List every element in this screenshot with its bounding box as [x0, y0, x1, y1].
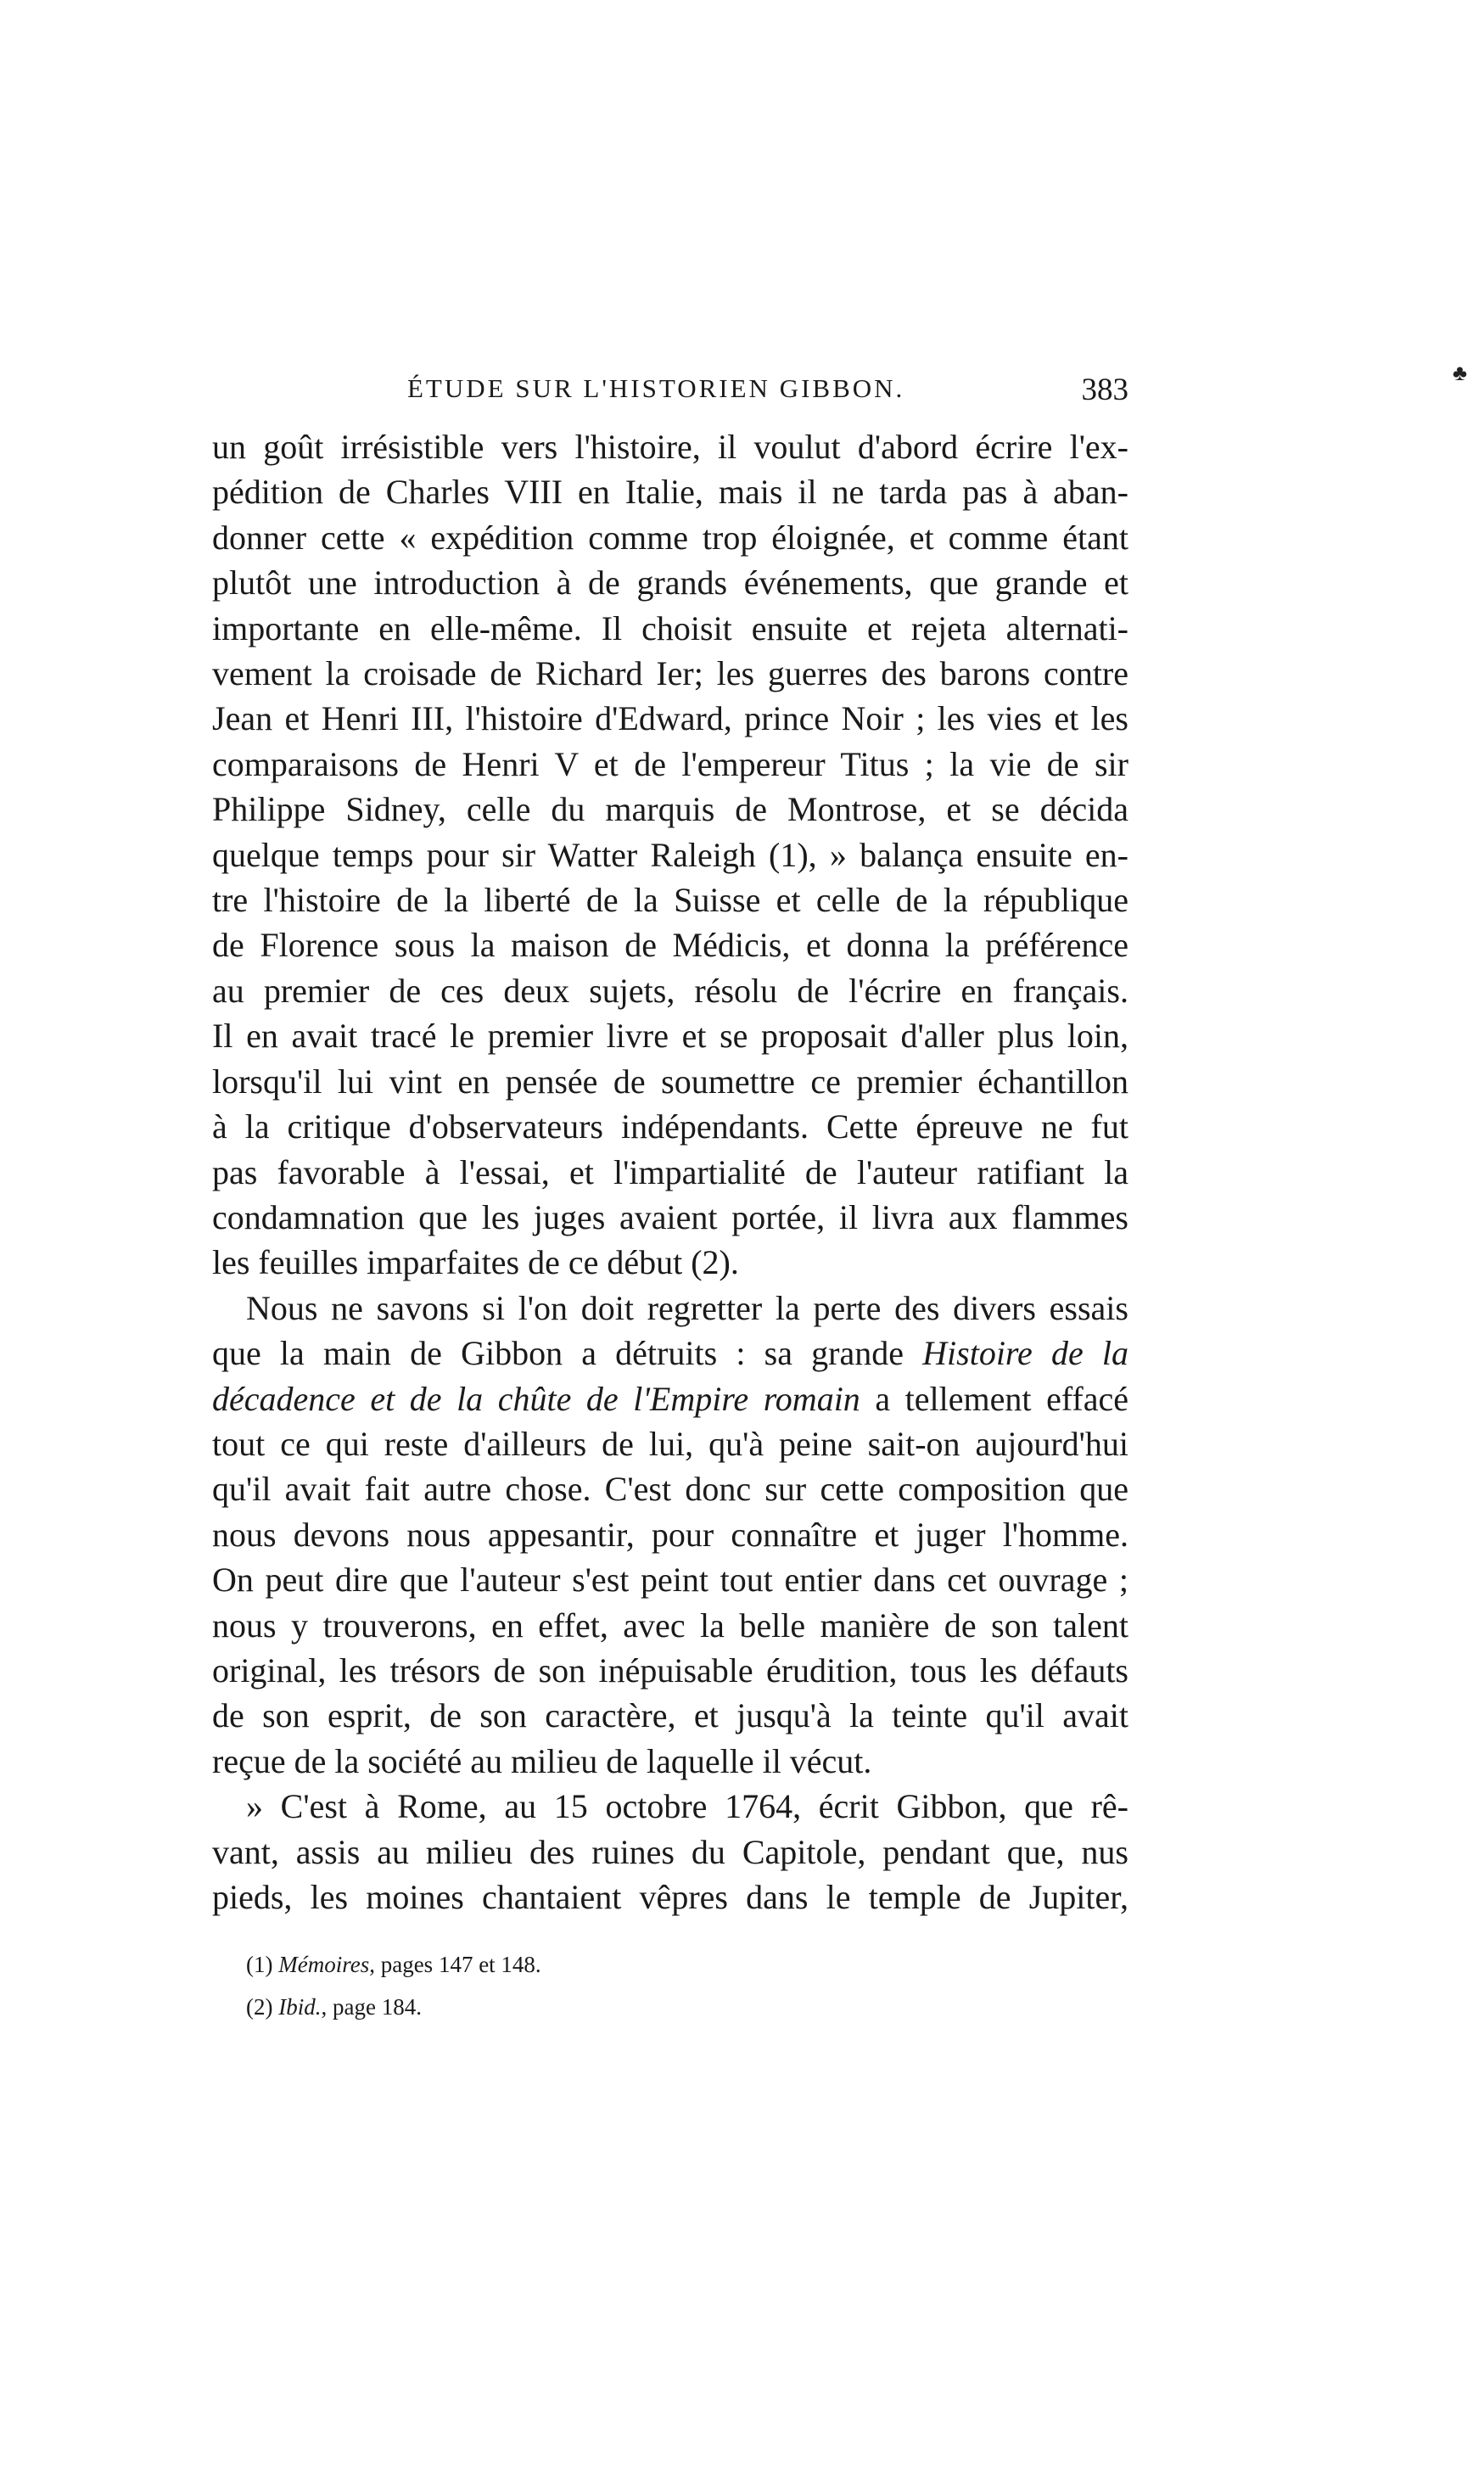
- text-line: » C'est à Rome, au 15 octobre 1764, écrit Gibbon, que rê-: [246, 1787, 1128, 1826]
- text-line: [212, 1331, 1128, 1376]
- book-title-italic: Histoire de la: [922, 1334, 1128, 1373]
- paragraph-2: [212, 1286, 1128, 1784]
- text-line: donner cette « expédition comme trop éloignée, et comme étant: [212, 518, 1128, 557]
- text-line: Nous ne savons si l'on doit regretter la perte des divers essais: [246, 1288, 1128, 1327]
- text-line: importante en elle-même. Il choisit ensuite et rejeta alternati-: [212, 608, 1128, 647]
- text-line: comparaisons de Henri V et de l'empereur Titus ; la vie de sir: [212, 744, 1128, 783]
- text-line: les feuilles imparfaites de ce début (2).: [212, 1243, 739, 1282]
- text-line: condamnation que les juges avaient portée, il livra aux flammes: [212, 1197, 1128, 1236]
- body-text: [212, 424, 1128, 1919]
- running-title: ÉTUDE SUR L'HISTORIEN GIBBON.: [407, 373, 905, 403]
- footnote-source: Ibid.: [278, 1994, 322, 2020]
- text-line: On peut dire que l'auteur s'est peint tout entier dans cet ouvrage ;: [212, 1561, 1128, 1600]
- book-title-italic: décadence et de la chûte de l'Empire romain: [212, 1379, 860, 1418]
- text-line: vant, assis au milieu des ruines du Capitole, pendant que, nus: [212, 1832, 1128, 1871]
- footnote-2: [246, 1986, 1010, 2028]
- footnote-text: , page 184.: [321, 1994, 422, 2020]
- text-line: reçue de la société au milieu de laquelle il vécut.: [212, 1741, 872, 1780]
- text-line: pédition de Charles VIII en Italie, mais il ne tarda pas à aban-: [212, 473, 1128, 512]
- text-line: tout ce qui reste d'ailleurs de lui, qu'à peine sait-on aujourd'hui: [212, 1424, 1128, 1463]
- text-line: lorsqu'il lui vint en pensée de soumettre ce premier échantillon: [212, 1062, 1128, 1101]
- text-line: [212, 1376, 1128, 1421]
- text-line: à la critique d'observateurs indépendants. Cette épreuve ne fut: [212, 1107, 1128, 1146]
- text-line: Jean et Henri III, l'histoire d'Edward, prince Noir ; les vies et les: [212, 699, 1128, 738]
- paragraph-1: [212, 424, 1128, 1286]
- text-line: nous devons nous appesantir, pour connaître et juger l'homme.: [212, 1515, 1128, 1554]
- text-line: qu'il avait fait autre chose. C'est donc sur cette composition que: [212, 1470, 1128, 1509]
- text-line: tre l'histoire de la liberté de la Suisse et celle de la république: [212, 881, 1128, 920]
- text-line: pieds, les moines chantaient vêpres dans le temple de Jupiter,: [212, 1878, 1128, 1916]
- text-line: un goût irrésistible vers l'histoire, il voulut d'abord écrire l'ex-: [212, 428, 1128, 466]
- text-line: pas favorable à l'essai, et l'impartialité de l'auteur ratifiant la: [212, 1152, 1128, 1191]
- text-line: Il en avait tracé le premier livre et se proposait d'aller plus loin,: [212, 1017, 1128, 1056]
- text-line: quelque temps pour sir Watter Raleigh (1), » balança ensuite en-: [212, 835, 1128, 874]
- text-line: nous y trouverons, en effet, avec la belle manière de son talent: [212, 1606, 1128, 1645]
- text-run: que la main de Gibbon a détruits : sa grande: [212, 1334, 923, 1373]
- footnote-text: , pages 147 et 148.: [369, 1952, 541, 1977]
- text-line: de Florence sous la maison de Médicis, et donna la préférence: [212, 926, 1128, 965]
- footnote-number: (2): [246, 1994, 273, 2020]
- footnotes: [246, 1943, 1010, 2028]
- text-line: au premier de ces deux sujets, résolu de l'écrire en français.: [212, 971, 1128, 1010]
- paragraph-3: [212, 1784, 1128, 1919]
- footnote-source: Mémoires: [278, 1952, 370, 1977]
- footnote-1: [246, 1943, 1010, 1986]
- text-line: plutôt une introduction à de grands événements, que grande et: [212, 563, 1128, 602]
- text-run: a tellement effacé: [860, 1379, 1129, 1418]
- page-number: 383: [1081, 373, 1128, 407]
- corner-ornament: ♣: [1453, 361, 1468, 385]
- text-line: vement la croisade de Richard Ier; les guerres des barons contre: [212, 654, 1128, 693]
- text-line: Philippe Sidney, celle du marquis de Montrose, et se décida: [212, 790, 1128, 829]
- text-line: de son esprit, de son caractère, et jusqu'à la teinte qu'il avait: [212, 1696, 1128, 1735]
- text-line: original, les trésors de son inépuisable érudition, tous les défauts: [212, 1650, 1128, 1690]
- footnote-number: (1): [246, 1952, 273, 1977]
- page-header: [212, 373, 1128, 424]
